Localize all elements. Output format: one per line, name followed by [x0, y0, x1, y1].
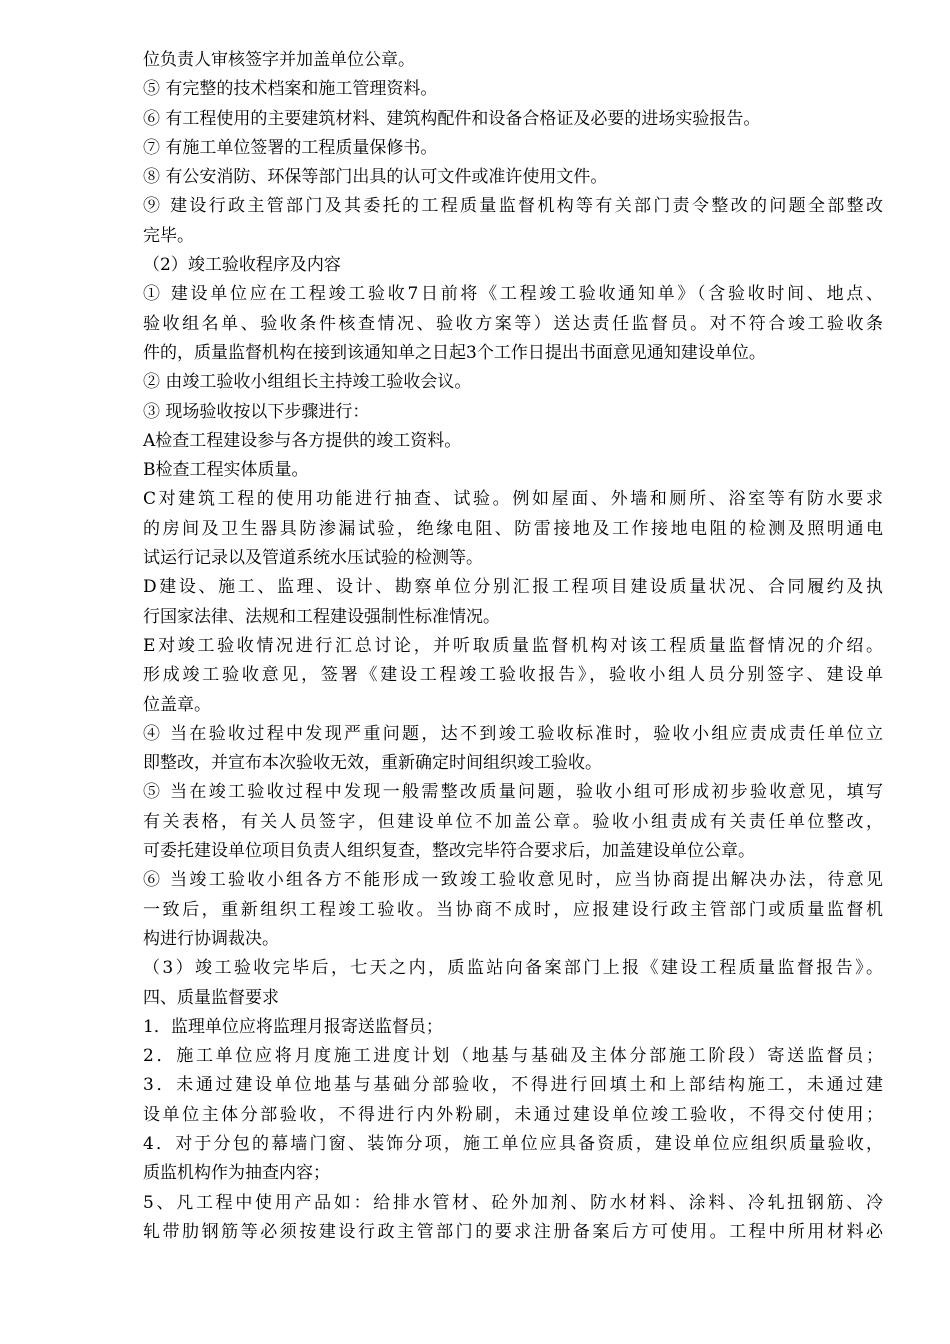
- text-line: ④ 当在验收过程中发现严重问题，达不到竣工验收标准时，验收小组应责成责任单位立: [143, 723, 883, 744]
- text-line: （3）竣工验收完毕后，七天之内，质监站向备案部门上报《建设工程质量监督报告》。: [143, 958, 883, 979]
- text-line: 试运行记录以及管道系统水压试验的检测等。: [143, 548, 483, 569]
- text-line: ⑧ 有公安消防、环保等部门出具的认可文件或准许使用文件。: [143, 167, 608, 188]
- text-line: 5、凡工程中使用产品如：给排水管材、砼外加剂、防水材料、涂料、冷轧扭钢筋、冷: [143, 1192, 883, 1213]
- text-line: 一致后，重新组织工程竣工验收。当协商不成时，应报建设行政主管部门或质量监督机: [143, 899, 883, 920]
- text-line: ② 由竣工验收小组组长主持竣工验收会议。: [143, 372, 472, 393]
- text-line: 的房间及卫生器具防渗漏试验，绝缘电阻、防雷接地及工作接地电阻的检测及照明通电: [143, 518, 883, 539]
- text-line: 即整改，并宣布本次验收无效，重新确定时间组织竣工验收。: [143, 753, 602, 774]
- text-line: 1．监理单位应将监理月报寄送监督员；: [143, 1016, 443, 1037]
- text-line: 轧带肋钢筋等必须按建设行政主管部门的要求注册备案后方可使用。工程中所用材料必: [143, 1221, 883, 1242]
- text-line: 位盖章。: [143, 694, 211, 715]
- text-line: ⑨ 建设行政主管部门及其委托的工程质量监督机构等有关部门责令整改的问题全部整改: [143, 196, 883, 217]
- text-line: 行国家法律、法规和工程建设强制性标准情况。: [143, 606, 500, 627]
- text-line: B检查工程实体质量。: [143, 460, 309, 481]
- text-line: 验收组名单、验收条件核查情况、验收方案等）送达责任监督员。对不符合竣工验收条: [143, 313, 883, 334]
- text-line: （2）竣工验收程序及内容: [143, 255, 341, 276]
- text-line: A检查工程建设参与各方提供的竣工资料。: [143, 430, 462, 451]
- text-line: ① 建设单位应在工程竣工验收7日前将《工程竣工验收通知单》（含验收时间、地点、: [143, 284, 883, 305]
- text-line: 4．对于分包的幕墙门窗、装饰分项，施工单位应具备资质，建设单位应组织质量验收，: [143, 1133, 883, 1154]
- text-line: D建设、施工、监理、设计、勘察单位分别汇报工程项目建设质量状况、合同履约及执: [143, 577, 883, 598]
- text-line: 质监机构作为抽查内容；: [143, 1163, 330, 1184]
- text-line: C对建筑工程的使用功能进行抽查、试验。例如屋面、外墙和厕所、浴室等有防水要求: [143, 489, 883, 510]
- text-line: ③ 现场验收按以下步骤进行：: [143, 401, 370, 422]
- text-line: 3．未通过建设单位地基与基础分部验收，不得进行回填土和上部结构施工，未通过建: [143, 1075, 883, 1096]
- text-line: 件的，质量监督机构在接到该通知单之日起3个工作日提出书面意见通知建设单位。: [143, 342, 766, 363]
- text-line: 构进行协调裁决。: [143, 928, 279, 949]
- text-line: 四、质量监督要求: [143, 987, 279, 1008]
- text-line: 可委托建设单位项目负责人组织复查，整改完毕符合要求后，加盖建设单位公章。: [143, 841, 755, 862]
- text-line: 设单位主体分部验收，不得进行内外粉刷，未通过建设单位竣工验收，不得交付使用；: [143, 1104, 883, 1125]
- text-line: E对竣工验收情况进行汇总讨论，并听取质量监督机构对该工程质量监督情况的介绍。: [143, 635, 883, 656]
- text-line: ⑤ 当在竣工验收过程中发现一般需整改质量问题，验收小组可形成初步验收意见，填写: [143, 782, 883, 803]
- text-line: 完毕。: [143, 225, 194, 246]
- text-line: ⑤ 有完整的技术档案和施工管理资料。: [143, 79, 438, 100]
- text-line: 2．施工单位应将月度施工进度计划（地基与基础及主体分部施工阶段）寄送监督员；: [143, 1046, 883, 1067]
- text-line: 形成竣工验收意见，签署《建设工程竣工验收报告》，验收小组人员分别签字、建设单: [143, 665, 883, 686]
- text-line: ⑥ 当竣工验收小组各方不能形成一致竣工验收意见时，应当协商提出解决办法，待意见: [143, 870, 883, 891]
- text-line: 有关表格，有关人员签字，但建设单位不加盖公章。验收小组责成有关责任单位整改，: [143, 811, 883, 832]
- document-body: [143, 46, 883, 1247]
- text-line: ⑥ 有工程使用的主要建筑材料、建筑构配件和设备合格证及必要的进场实验报告。: [143, 108, 761, 129]
- text-line: ⑦ 有施工单位签署的工程质量保修书。: [143, 137, 438, 158]
- text-line: 位负责人审核签字并加盖单位公章。: [143, 50, 415, 70]
